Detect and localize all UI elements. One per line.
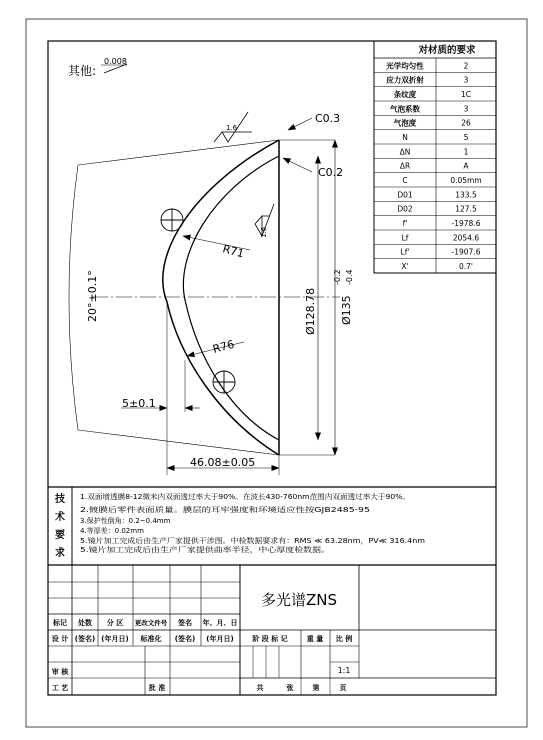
sheet-total-label: 共 bbox=[256, 684, 264, 692]
material-row-value: 1C bbox=[460, 89, 472, 99]
tech-char-1: 技 bbox=[55, 494, 65, 505]
material-row-value: 1 bbox=[463, 147, 469, 157]
tech-char-3: 要 bbox=[55, 530, 65, 541]
design-sign: (签名) bbox=[74, 635, 96, 643]
standard-label: 标准化 bbox=[140, 635, 162, 643]
material-rows bbox=[374, 60, 496, 271]
tol-lower: -0.4 bbox=[345, 269, 354, 285]
length-dim: 46.08±0.05 bbox=[190, 456, 256, 469]
tech-line-6: 5.镜片加工完成后由生产厂家提供曲率半径，中心厚度检数据。 bbox=[80, 546, 276, 554]
material-title: 对材质的要求 bbox=[418, 45, 476, 56]
material-row-name: f' bbox=[402, 218, 408, 228]
tech-line-4: 4.等厚差：0.02mm bbox=[80, 527, 144, 535]
page-label: 页 bbox=[339, 684, 347, 692]
standard-date: (年月日) bbox=[206, 635, 234, 643]
material-row-value: 133.5 bbox=[455, 190, 477, 200]
title-block-text bbox=[52, 591, 352, 692]
material-row-value: 3 bbox=[463, 75, 469, 85]
scale-label: 比 例 bbox=[335, 635, 353, 643]
design-date: (年月日) bbox=[101, 635, 129, 643]
lens-drawing bbox=[69, 64, 340, 475]
tech-line-1: 1.双面增透膜8-12微米内双面透过率大于90%。在波长430-760nm范围内双面透过率大于90%。 bbox=[80, 493, 385, 501]
dia-135: Ø135 bbox=[340, 295, 353, 325]
rev-header-mark: 标记 bbox=[53, 619, 67, 627]
material-row-value: 2 bbox=[463, 61, 469, 71]
review-label: 审 核 bbox=[51, 668, 69, 676]
material-row-value: 5 bbox=[463, 132, 469, 142]
material-row-value: 127.5 bbox=[455, 204, 477, 214]
flatness-value: 0.008 bbox=[104, 57, 127, 66]
outer-frame bbox=[26, 19, 527, 727]
sheet-no-label: 第 bbox=[312, 684, 320, 692]
material-row-value: -1907.6 bbox=[451, 247, 481, 257]
material-row-value: 26 bbox=[461, 118, 471, 128]
approve-label: 批 准 bbox=[148, 684, 166, 692]
thickness-dim: 5±0.1 bbox=[122, 397, 156, 410]
tech-line-3: 3.保护性倒角：0.2~0.4mm bbox=[80, 517, 171, 525]
radius-r71: R71 bbox=[221, 242, 246, 261]
chamfer-c02: C0.2 bbox=[318, 166, 344, 179]
tech-char-4: 求 bbox=[55, 548, 65, 559]
material-row-name: N bbox=[402, 132, 408, 142]
angle-dim: 20°±0.1° bbox=[86, 270, 99, 322]
roughness-top-value: 1.6 bbox=[226, 124, 238, 132]
dia-128: Ø128.78 bbox=[304, 287, 317, 335]
scale-value: 1:1 bbox=[337, 666, 351, 675]
rev-header-file: 更改文件号 bbox=[134, 619, 168, 627]
material-row-value: -1978.6 bbox=[451, 218, 481, 228]
material-row-name: C bbox=[402, 175, 408, 185]
tol-upper: -0.2 bbox=[333, 269, 342, 285]
chamfer-c03: C0.3 bbox=[315, 112, 341, 125]
material-row-name: X' bbox=[401, 261, 409, 271]
material-row-name: 气泡度 bbox=[393, 118, 417, 128]
leader-c03 bbox=[288, 118, 312, 130]
material-table bbox=[374, 41, 496, 273]
material-row-name: 应力双折射 bbox=[386, 75, 424, 85]
standard-sign: (签名) bbox=[174, 635, 196, 643]
material-row-value: 0.7' bbox=[459, 261, 473, 271]
company-name: 多光谱ZNS bbox=[260, 591, 338, 609]
title-block bbox=[48, 565, 496, 695]
rev-header-date: 年、月、日 bbox=[202, 619, 238, 627]
material-row-name: ΔR bbox=[399, 161, 411, 171]
angle-arc bbox=[69, 165, 78, 430]
angle-ext-top bbox=[78, 140, 279, 165]
material-row-name: ΔN bbox=[399, 147, 411, 157]
material-row-value: A bbox=[463, 161, 469, 171]
material-row-name: D02 bbox=[397, 204, 413, 214]
other-label: 其他: bbox=[68, 64, 97, 78]
weight-label: 重 量 bbox=[306, 635, 324, 643]
leader-c02 bbox=[283, 158, 312, 172]
tech-line-2: 2.镀膜后零件表面质量。膜层的耳牢强度和环境适应性按GJB2485-95 bbox=[80, 506, 297, 514]
material-row-name: 光学均匀性 bbox=[386, 61, 424, 71]
material-row-value: 2054.6 bbox=[452, 233, 480, 243]
radius-r76: R76 bbox=[211, 337, 236, 356]
material-row-value: 3 bbox=[463, 104, 469, 114]
material-row-name: 气泡系数 bbox=[390, 104, 420, 114]
rev-header-zone: 分 区 bbox=[106, 619, 124, 627]
process-label: 工 艺 bbox=[51, 684, 69, 692]
material-row-name: Lf bbox=[401, 233, 409, 243]
rev-header-count: 处数 bbox=[78, 619, 92, 627]
material-row-name: D01 bbox=[397, 190, 413, 200]
lens-outer-arc bbox=[163, 140, 279, 455]
tech-line-5: 5.镜片加工完成后由生产厂家提供干涉图。中检数据要求有：RMS ≪ 63.28nm，PV≪ 316.4nm bbox=[80, 537, 384, 545]
design-label: 设 计 bbox=[51, 635, 69, 643]
drawing-labels bbox=[68, 57, 354, 469]
material-row-value: 0.05mm bbox=[450, 175, 482, 185]
stage-mark-label: 阶 段 标 记 bbox=[252, 635, 288, 643]
rev-header-sign: 签名 bbox=[178, 619, 192, 627]
tech-requirements bbox=[48, 487, 496, 565]
sheet-unit-label: 张 bbox=[286, 684, 294, 692]
roughness-right-value: 1.6 bbox=[260, 226, 268, 238]
material-row-name: 条纹度 bbox=[393, 89, 417, 99]
lens-inner-arc bbox=[183, 156, 279, 440]
material-row-name: Lf' bbox=[400, 247, 410, 257]
tech-char-2: 术 bbox=[55, 512, 65, 523]
